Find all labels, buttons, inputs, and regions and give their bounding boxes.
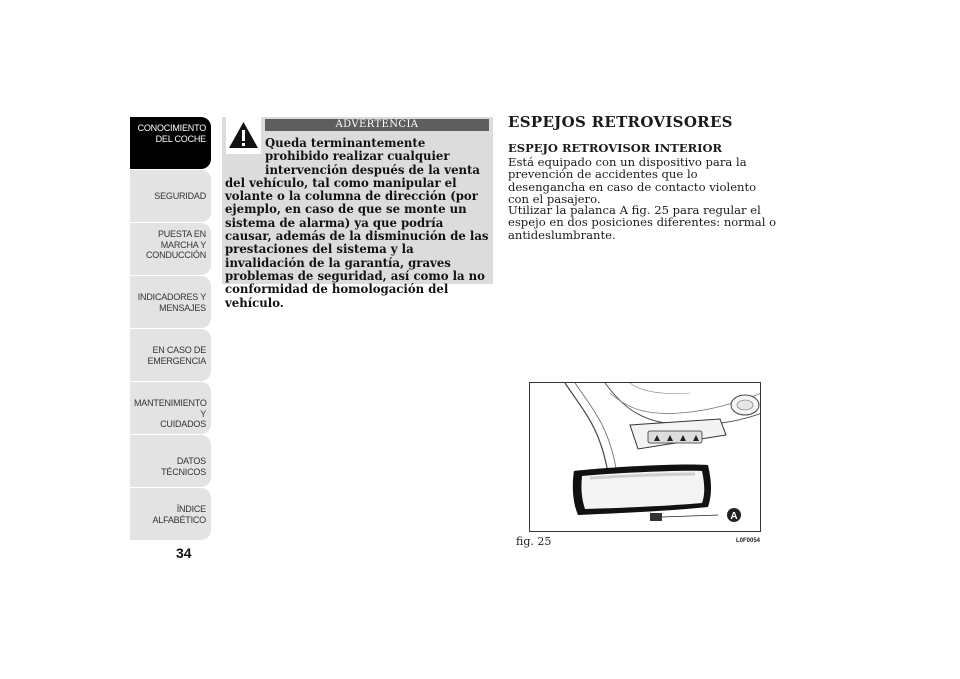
figure-caption: fig. 25 <box>516 535 552 548</box>
paragraph-2: Utilizar la palanca A fig. 25 para regular el espejo en dos posiciones diferentes: normal o antideslumbrante. <box>508 203 777 242</box>
tab-label-line: ÍNDICE <box>176 504 206 514</box>
tab-label-line: PUESTA EN <box>157 229 206 239</box>
tab-label-line: DEL COCHE <box>155 133 206 144</box>
tab-label-line: EMERGENCIA <box>147 355 206 366</box>
warning-body <box>225 137 490 310</box>
tab-label-line: INDICADORES Y <box>137 292 206 302</box>
warning-text: Queda terminantemente prohibido realizar cualquier intervención después de la venta del vehículo, tal como manipular el volante o la columna de dirección (por ejemplo, en caso de que se monte un sistema de alarma) ya que podría causar, además de la disminución de las prestaciones del sistema y la invalidación de la garantía, graves problemas de seguridad, así como la no conformidad de homologación del vehículo. <box>225 136 489 310</box>
rearview-mirror-illustration <box>530 383 761 532</box>
figure-25 <box>529 382 761 532</box>
tab-mantenimiento-y-cuidados[interactable] <box>130 382 211 434</box>
tab-label-line: MENSAJES <box>159 302 206 313</box>
tab-label-line: DATOS TÉCNICOS <box>161 456 206 477</box>
tab-seguridad[interactable] <box>130 170 211 222</box>
section-title: ESPEJOS RETROVISORES <box>508 113 733 131</box>
tab-label-line: CONOCIMIENTO <box>137 123 206 133</box>
callout-a-label: A <box>730 511 738 522</box>
tab-label-line: SEGURIDAD <box>154 191 206 201</box>
figure-code: L0F0054 <box>736 538 761 544</box>
warning-title: ADVERTENCIA <box>265 119 489 131</box>
tab-label-line: CONDUCCIÓN <box>146 250 206 260</box>
tab-datos-tecnicos[interactable] <box>130 435 211 487</box>
tab-label-line: EN CASO DE <box>152 345 206 355</box>
tab-indice-alfabetico[interactable] <box>130 488 211 540</box>
tab-puesta-en-marcha[interactable] <box>130 223 211 275</box>
page-number: 34 <box>176 545 192 561</box>
paragraph-1: Está equipado con un dispositivo para la prevención de accidentes que lo desengancha en caso de contacto violento con el pasajero. <box>508 155 757 207</box>
tab-label-line: MARCHA Y <box>160 239 206 250</box>
tab-label-line: CUIDADOS <box>160 419 206 429</box>
tab-indicadores-y-mensajes[interactable] <box>130 276 211 328</box>
tab-conocimiento-del-coche[interactable] <box>130 117 211 169</box>
tab-label-line: ALFABÉTICO <box>152 514 206 525</box>
tab-en-caso-de-emergencia[interactable] <box>130 329 211 381</box>
section-subtitle: ESPEJO RETROVISOR INTERIOR <box>508 141 723 155</box>
tab-label-line: MANTENIMIENTO Y <box>134 398 207 419</box>
